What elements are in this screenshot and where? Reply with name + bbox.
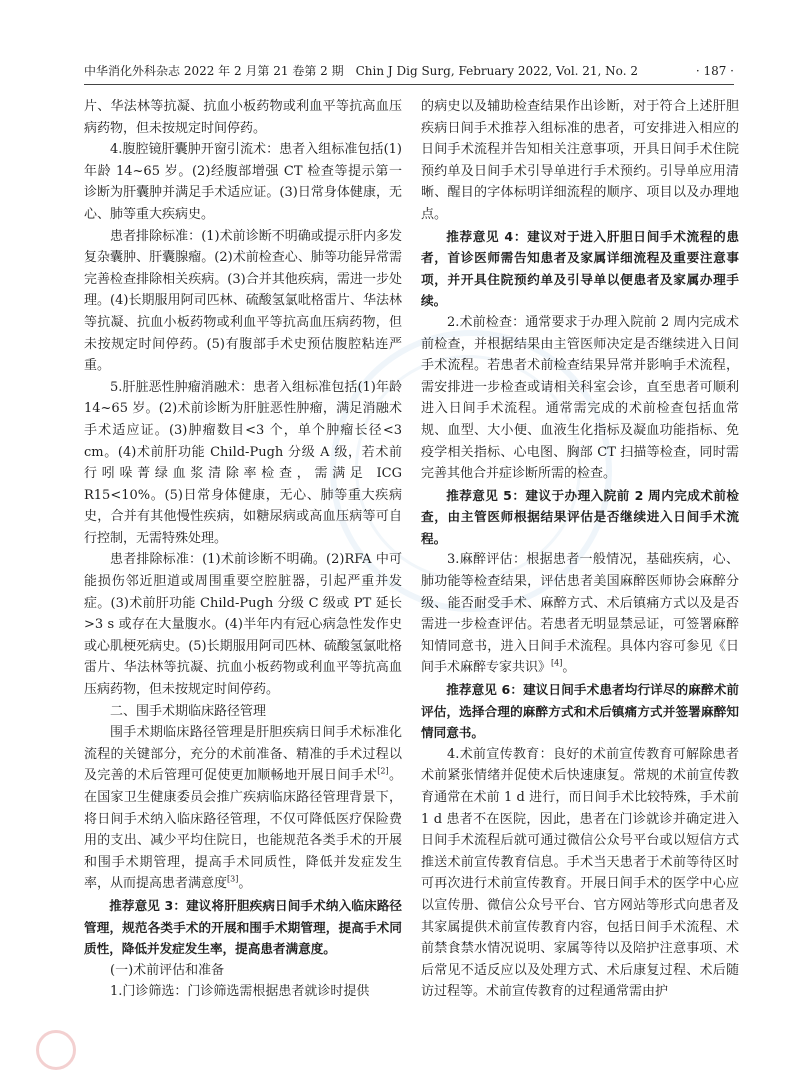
paragraph-text: 二、围手术期临床路径管理 [110,703,267,719]
body-paragraph [84,981,402,1003]
body-paragraph [84,377,402,550]
continued-paragraph [84,96,402,139]
recommendation-paragraph [421,226,739,312]
paragraph-text: 4.术前宣传教育：良好的术前宣传教育可解除患者术前紧张情绪并促使术后快速康复。常规的术前宣传教育通常在术前 1 d 进行，而日间手术比较特殊，手术前 1 d 患者不在医院，因此，患者在门诊就诊并确定进入日间手术流程后就可通过微信公众号平台或以短信方式推送术前宣传教育信息。手术当天患者于术前等待区时可再次进行术前宣传教育。开展日间手术的医学中心应以宣传册、微信公众号平台、官方网站等形式向患者及其家属提供术前宣传教育内容，包括日间手术流程、术前禁食禁水情况说明、家属等待以及陪护注意事项、术后常见不适反应以及处理方式、术后康复过程、术后随访过程等。术前宣传教育的过程通常需由护 [421,746,739,1000]
paragraph-text: 推荐意见 3：建议将肝胆疾病日间手术纳入临床路径管理，规范各类手术的开展和围手术期管理，提高手术同质性，降低并发症发生率，提高患者满意度。 [84,897,402,957]
paragraph-text: 患者排除标准：(1)术前诊断不明确或提示肝内多发复杂囊肿、肝囊腺瘤。(2)术前检查心、肺等功能异常需完善检查排除相关疾病。(3)合并其他疾病，需进一步处理。(4)长期服用阿司匹林、硫酸氢氯吡格雷片、华法林等抗凝、抗血小板药物或利血平等抗高血压病药物，但未按规定时间停药。(5)有腹部手术史预估腹腔粘连严重。 [84,228,402,374]
recommendation-paragraph [84,895,402,960]
body-paragraph [421,312,739,485]
paragraph-text: 推荐意见 4：建议对于进入肝胆日间手术流程的患者，首诊医师需告知患者及家属详细流程及重要注意事项，并开具住院预约单及引导单以便患者及家属办理手续。 [421,228,739,309]
recommendation-paragraph [421,485,739,550]
paragraph-text: 2.术前检查：通常要求于办理入院前 2 周内完成术前检查，并根据结果由主管医师决定是否继续进入日间手术流程。若患者术前检查结果异常并影响手术流程，需安排进一步检查或请相关科室会诊，直至患者可顺利进入日间手术流程。通常需完成的术前检查包括血常规、血型、大小便、血液生化指标及凝血功能指标、免疫学相关指标、心电图、胸部 CT 扫描等检查，同时需完善其他合并症诊断所需的检查。 [421,314,739,482]
paragraph-text: 5.肝脏恶性肿瘤消融术：患者入组标准包括(1)年龄 14~65 岁。(2)术前诊断为肝脏恶性肿瘤，满足消融术手术适应证。(3)肿瘤数目<3 个，单个肿瘤长径<3 cm。(4)术前肝功能 Child-Pugh 分级 A 级，若术前行吲哚菁绿血浆清除率检查，需满足 ICG R15<10%。(5)日常身体健康，无心、肺等重大疾病史，合并有其他慢性疾病，如糖尿病或高血压病等可自行控制，无需特殊处理。 [84,379,402,546]
body-paragraph [421,744,739,1003]
continued-paragraph [421,96,739,226]
journal-citation: 中华消化外科杂志 2022 年 2 月第 21 卷第 2 期 Chin J Dig Surg, February 2022, Vol. 21, No. 2 [84,64,638,78]
citation-ref: [2] [377,767,389,777]
section-heading [84,960,402,982]
paragraph-text: 推荐意见 6：建议日间手术患者均行详尽的麻醉术前评估，选择合理的麻醉方式和术后镇痛方式并签署麻醉知情同意书。 [421,682,739,741]
left-column [84,96,402,1003]
paragraph-text: (一)术前评估和准备 [110,962,225,978]
body-paragraph [421,549,739,679]
citation-ref: [4] [551,659,563,669]
paragraph-text: 3.麻醉评估：根据患者一般情况，基础疾病，心、肺功能等检查结果，评估患者美国麻醉医师协会麻醉分级、能否耐受手术、麻醉方式、术后镇痛方式以及是否需进一步检查评估。若患者无明显禁忌证，可签署麻醉知情同意书，进入日间手术流程。具体内容可参见《日间手术麻醉专家共识》 [421,552,739,676]
body-paragraph [84,722,402,895]
paragraph-text: 。 [562,660,576,676]
paragraph-text: 的病史以及辅助检查结果作出诊断，对于符合上述肝胆疾病日间手术推荐入组标准的患者，可安排进入相应的日间手术流程并告知相关注意事项，开具日间手术住院预约单及日间手术引导单进行手术预约。引导单应用清晰、醒目的字体标明详细流程的顺序、项目以及办理地点。 [421,99,739,222]
paragraph-text: 片、华法林等抗凝、抗血小板药物或利血平等抗高血压病药物，但未按规定时间停药。 [84,99,402,136]
right-column [421,96,739,1003]
page-number: · 187 · [695,64,734,78]
publisher-seal-icon [36,1030,76,1070]
section-heading [84,701,402,723]
body-paragraph [84,549,402,700]
paragraph-text: 1.门诊筛选：门诊筛选需根据患者就诊时提供 [110,984,370,1000]
paragraph-text: 患者排除标准：(1)术前诊断不明确。(2)RFA 中可能损伤邻近胆道或周围重要空腔脏器，引起严重并发症。(3)术前肝功能 Child-Pugh 分级 C 级或 PT 延长>3 s 或存在大量腹水。(4)半年内有冠心病急性发作史或心肌梗死病史。(5)长期服用阿司匹林、硫酸氢氯吡格雷片、华法林等抗凝、抗血小板药物或利血平等抗高血压病药物，但未按规定时间停药。 [84,552,402,698]
citation-ref: [3] [227,875,239,885]
body-paragraph [84,226,402,377]
body-paragraph [84,139,402,225]
paragraph-text: 围手术期临床路径管理是肝胆疾病日间手术标准化流程的关键部分，充分的术前准备、精准的手术过程以及完善的术后管理可促使更加顺畅地开展日间手术 [84,725,402,784]
publisher-logo [22,1030,382,1070]
running-header [84,62,734,85]
paragraph-text: 4.腹腔镜肝囊肿开窗引流术：患者入组标准包括(1)年龄 14~65 岁。(2)经腹部增强 CT 检查等提示第一诊断为肝囊肿并满足手术适应证。(3)日常身体健康，无心、肺等重大疾病史。 [84,142,402,222]
paragraph-text: 推荐意见 5：建议于办理入院前 2 周内完成术前检查，由主管医师根据结果评估是否继续进入日间手术流程。 [421,487,739,546]
recommendation-paragraph [421,679,739,744]
paragraph-text: 。在国家卫生健康委员会推广疾病临床路径管理背景下，将日间手术纳入临床路径管理，不仅可降低医疗保险费用的支出、减少平均住院日，也能规范各类手术的开展和围手术期管理，提高手术同质性，降低并发症发生率，从而提高患者满意度 [84,768,402,892]
paragraph-text: 。 [238,876,252,892]
